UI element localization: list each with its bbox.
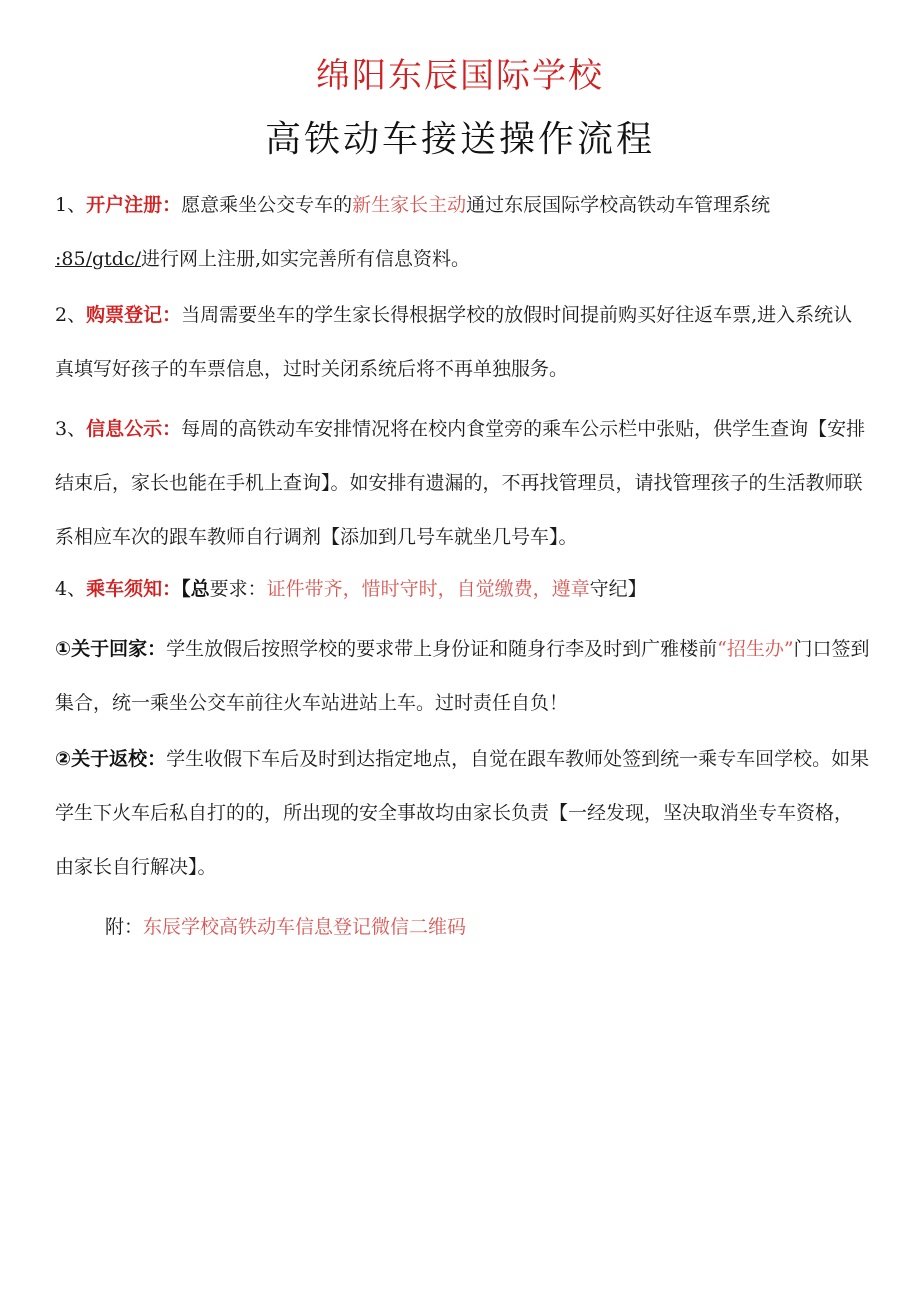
subsection-heading: ②关于返校： <box>55 748 167 770</box>
section-text: 学生放假后按照学校的要求带上身份证和随身行李及时到广雅楼前 <box>166 638 718 660</box>
school-name: 绵阳东辰国际学校 <box>316 56 604 96</box>
section-text: 当周需要坐车的学生家长得根据学校的放假时间提前购买好往返车票,进入系统认真填写好孩子的车票信息，过时关闭系统后将不再单独服务。 <box>55 304 853 380</box>
section-text: 进行网上注册,如实完善所有信息资料。 <box>140 248 471 270</box>
section-text: 通过东辰国际学校高铁动车管理系统 <box>466 194 771 216</box>
document-title: 高铁动车接送操作流程 <box>264 119 655 160</box>
section-text: 门口签到集合，统一乘坐公交车前往火车站进站上车。过时责任自负！ <box>55 638 870 714</box>
highlight-text: 新生家长主动 <box>352 194 467 216</box>
note-text: 东辰学校高铁动车信息登记微信二维码 <box>143 916 467 938</box>
section-heading: 购票登记： <box>86 304 182 326</box>
section-heading: 开户注册： <box>86 194 182 216</box>
section-number: 1、 <box>55 194 87 216</box>
note-prefix: 附： <box>105 916 144 938</box>
section-number: 3、 <box>55 418 87 440</box>
system-link[interactable]: :85/gtdc/ <box>55 248 141 270</box>
section-info-notice <box>55 402 870 564</box>
section-number: 2、 <box>55 304 87 326</box>
subsection-heading: ①关于回家： <box>55 638 167 660</box>
requirement-bold: 总 <box>190 578 210 600</box>
section-text: 愿意乘坐公交专车的 <box>181 194 353 216</box>
section-text: 学生收假下车后及时到达指定地点，自觉在跟车教师处签到统一乘专车回学校。如果学生下火车后私自打的的，所出现的安全事故均由家长负责【一经发现，坚决取消坐专车资格，由家长自行解决】。 <box>55 748 870 878</box>
section-heading: 信息公示： <box>86 418 182 440</box>
section-return-school <box>55 732 870 894</box>
section-number: 4、 <box>55 578 87 600</box>
requirement-highlight: 证件带齐，惜时守时，自觉缴费，遵章 <box>266 578 590 600</box>
highlight-text: “招生办” <box>717 638 794 660</box>
requirement-end: 守纪】 <box>589 578 647 600</box>
section-going-home <box>55 622 870 730</box>
section-heading: 乘车须知： <box>86 578 182 600</box>
section-riding-rules <box>55 562 870 616</box>
section-registration <box>55 178 870 286</box>
section-ticket-booking <box>55 288 870 396</box>
bracket: 【 <box>181 578 191 600</box>
requirement-label: 要求： <box>209 578 267 600</box>
section-text: 每周的高铁动车安排情况将在校内食堂旁的乘车公示栏中张贴，供学生查询【安排结束后，家长也能在手机上查询】。如安排有遗漏的，不再找管理员，请找管理孩子的生活教师联系相应车次的跟车教师自行调剂【添加到几号车就坐几号车】。 <box>55 418 866 548</box>
appendix-note <box>105 905 466 949</box>
